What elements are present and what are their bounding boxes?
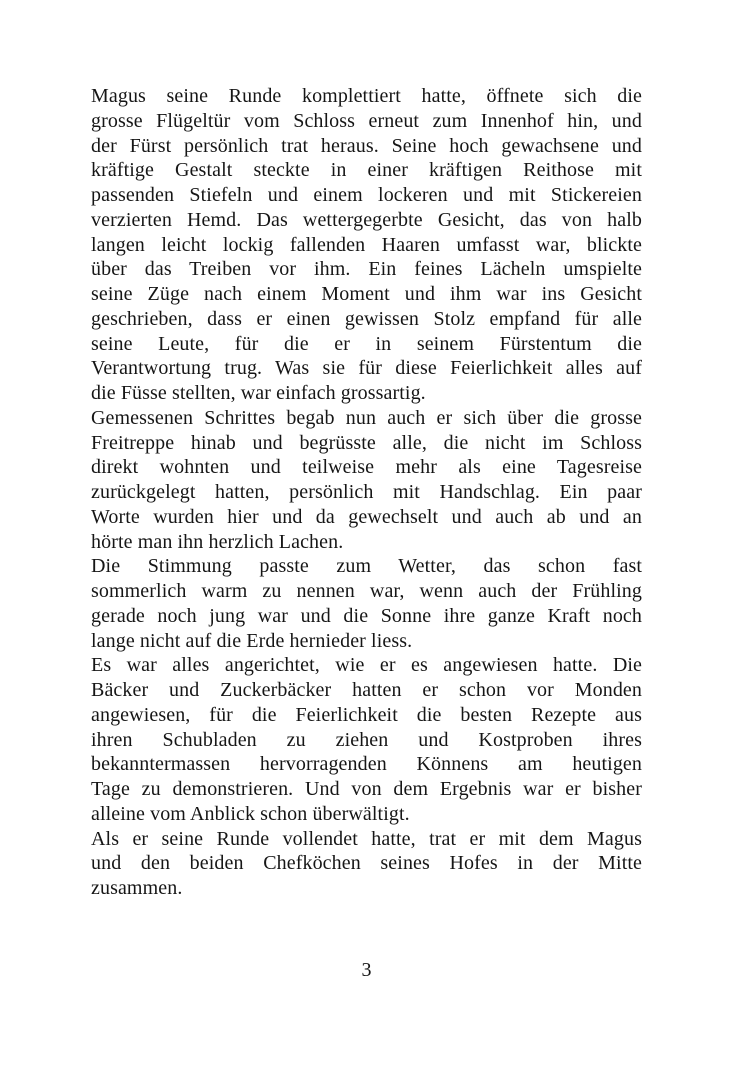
text-line: sommerlich warm zu nennen war, wenn auch der Frühling	[91, 580, 642, 602]
text-line: Freitreppe hinab und begrüsste alle, die nicht im Schloss	[91, 431, 642, 454]
text-line: Die Stimmung passte zum Wetter, das schon fast	[91, 555, 642, 578]
text-line: gerade noch jung war und die Sonne ihre ganze Kraft noch	[91, 604, 642, 627]
text-line: zusammen.	[91, 877, 183, 899]
text-line: alleine vom Anblick schon überwältigt.	[91, 802, 410, 825]
text-line: angewiesen, für die Feierlichkeit die besten Rezepte aus	[91, 703, 642, 726]
text-line: lange nicht auf die Erde hernieder liess.	[91, 629, 413, 652]
text-line: Tage zu demonstrieren. Und von dem Ergebnis war er bisher	[91, 778, 642, 800]
text-line: seine Leute, für die er in seinem Fürstentum die	[91, 332, 642, 355]
paragraph	[91, 554, 642, 653]
text-line: direkt wohnten und teilweise mehr als eine Tagesreise	[91, 456, 642, 479]
text-line: über das Treiben vor ihm. Ein feines Lächeln umspielte	[91, 258, 642, 281]
paragraph	[91, 84, 642, 406]
text-line: und den beiden Chefköchen seines Hofes in der Mitte	[91, 852, 642, 875]
text-line: Worte wurden hier und da gewechselt und auch ab und an	[91, 505, 642, 528]
text-line: Verantwortung trug. Was sie für diese Feierlichkeit alles auf	[91, 357, 642, 380]
text-line: zurückgelegt hatten, persönlich mit Handschlag. Ein paar	[91, 481, 642, 503]
text-line: seine Züge nach einem Moment und ihm war ins Gesicht	[91, 283, 642, 305]
paragraph	[91, 406, 642, 555]
text-line: Bäcker und Zuckerbäcker hatten er schon vor Monden	[91, 679, 642, 701]
text-line: langen leicht lockig fallenden Haaren umfasst war, blickte	[91, 233, 642, 256]
text-line: passenden Stiefeln und einem lockeren und mit Stickereien	[91, 184, 642, 206]
text-line: hörte man ihn herzlich Lachen.	[91, 530, 344, 553]
text-line: Als er seine Runde vollendet hatte, trat er mit dem Magus	[91, 827, 642, 850]
text-line: ihren Schubladen zu ziehen und Kostproben ihres	[91, 728, 642, 751]
text-line: bekanntermassen hervorragenden Könnens am heutigen	[91, 753, 642, 776]
text-line: die Füsse stellten, war einfach grossartig.	[91, 382, 426, 404]
text-line: Magus seine Runde komplettiert hatte, öffnete sich die	[91, 85, 642, 107]
text-line: Gemessenen Schrittes begab nun auch er sich über die grosse	[91, 406, 642, 429]
text-line: grosse Flügeltür vom Schloss erneut zum Innenhof hin, und	[91, 109, 642, 132]
page-number: 3	[361, 959, 372, 981]
paragraph	[91, 827, 642, 901]
text-line: kräftige Gestalt steckte in einer kräftigen Reithose mit	[91, 159, 642, 182]
text-line: Es war alles angerichtet, wie er es angewiesen hatte. Die	[91, 654, 642, 677]
text-line: der Fürst persönlich trat heraus. Seine hoch gewachsene und	[91, 134, 642, 157]
text-line: geschrieben, dass er einen gewissen Stolz empfand für alle	[91, 307, 642, 330]
page-text	[91, 84, 642, 901]
text-line: verzierten Hemd. Das wettergegerbte Gesicht, das von halb	[91, 208, 642, 231]
paragraph	[91, 653, 642, 826]
